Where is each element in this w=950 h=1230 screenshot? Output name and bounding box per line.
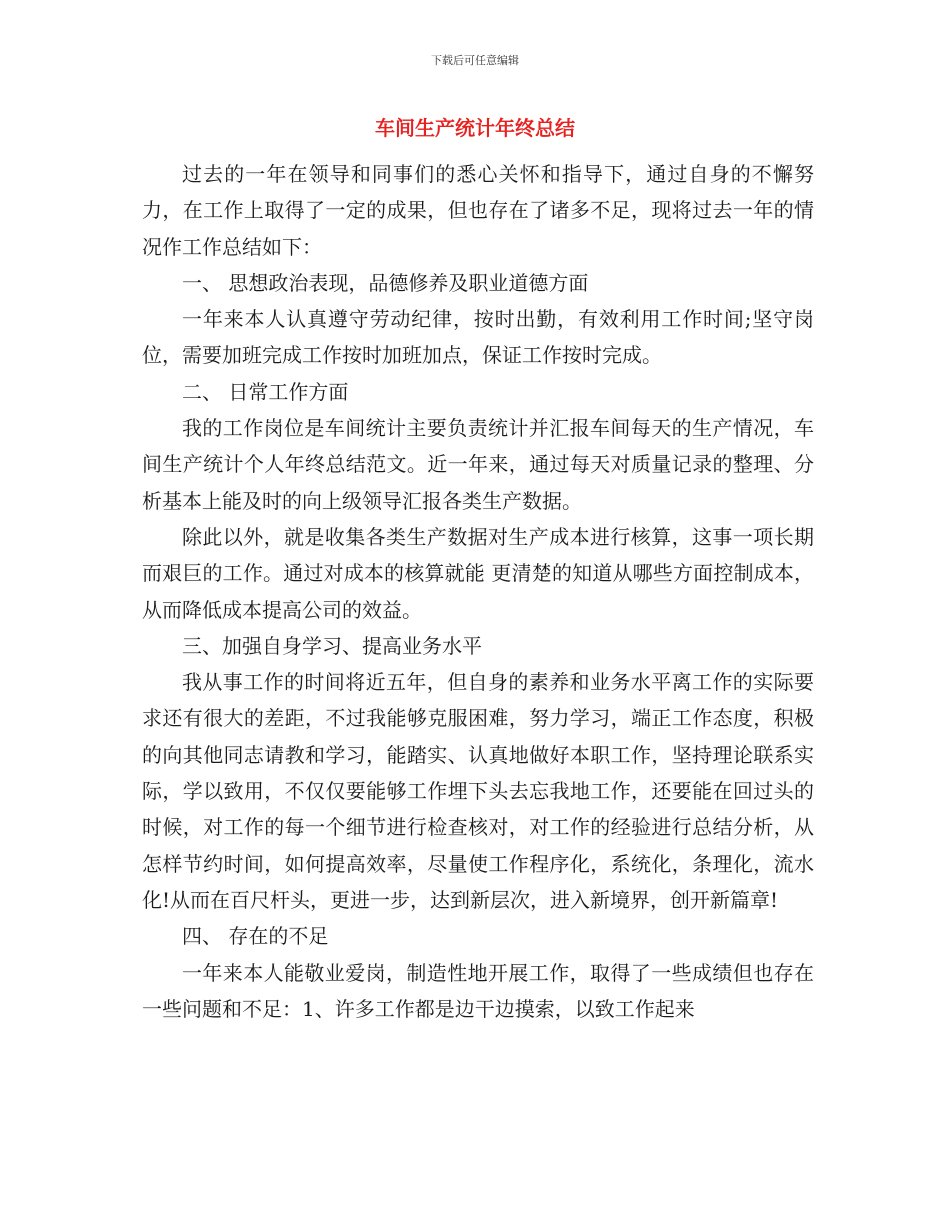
section-1-paragraph: 一年来本人认真遵守劳动纪律，按时出勤，有效利用工作时间;坚守岗位，需要加班完成工作按时加班加点，保证工作按时完成。 xyxy=(142,307,814,368)
document-title: 车间生产统计年终总结 xyxy=(375,116,575,140)
section-4-paragraph: 一年来本人能敬业爱岗，制造性地开展工作，取得了一些成绩但也存在一些问题和不足：1、许多工作都是边干边摸索，以致工作起来 xyxy=(142,960,814,1021)
section-heading-3: 三、加强自身学习、提高业务水平 xyxy=(182,633,482,658)
section-heading-4: 四、 存在的不足 xyxy=(182,924,329,949)
section-3-paragraph: 我从事工作的时间将近五年，但自身的素养和业务水平离工作的实际要求还有很大的差距，不过我能够克服困难，努力学习，端正工作态度，积极的向其他同志请教和学习，能踏实、认真地做好本职工作，坚持理论联系实际，学以致用，不仅仅要能够工作埋下头去忘我地工作，还要能在回过头的时候，对工作的每一个细节进行检查核对，对工作的经验进行总结分析，从怎样节约时间，如何提高效率，尽量使工作程序化，系统化，条理化，流水化!从而在百尺杆头，更进一步，达到新层次，进入新境界，创开新篇章! xyxy=(142,670,814,912)
header-note: 下载后可任意编辑 xyxy=(431,54,519,67)
document-body xyxy=(142,156,814,1027)
section-2-paragraph-1: 我的工作岗位是车间统计主要负责统计并汇报车间每天的生产情况，车间生产统计个人年终总结范文。近一年来，通过每天对质量记录的整理、分析基本上能及时的向上级领导汇报各类生产数据。 xyxy=(142,416,814,513)
section-2-paragraph-2: 除此以外，就是收集各类生产数据对生产成本进行核算，这事一项长期而艰巨的工作。通过对成本的核算就能 更清楚的知道从哪些方面控制成本，从而降低成本提高公司的效益。 xyxy=(142,524,814,622)
section-heading-1: 一、 思想政治表现，品德修养及职业道德方面 xyxy=(182,270,589,295)
intro-paragraph: 过去的一年在领导和同事们的悉心关怀和指导下，通过自身的不懈努力，在工作上取得了一定的成果，但也存在了诸多不足，现将过去一年的情况作工作总结如下： xyxy=(142,162,814,259)
section-heading-2: 二、 日常工作方面 xyxy=(182,379,349,404)
